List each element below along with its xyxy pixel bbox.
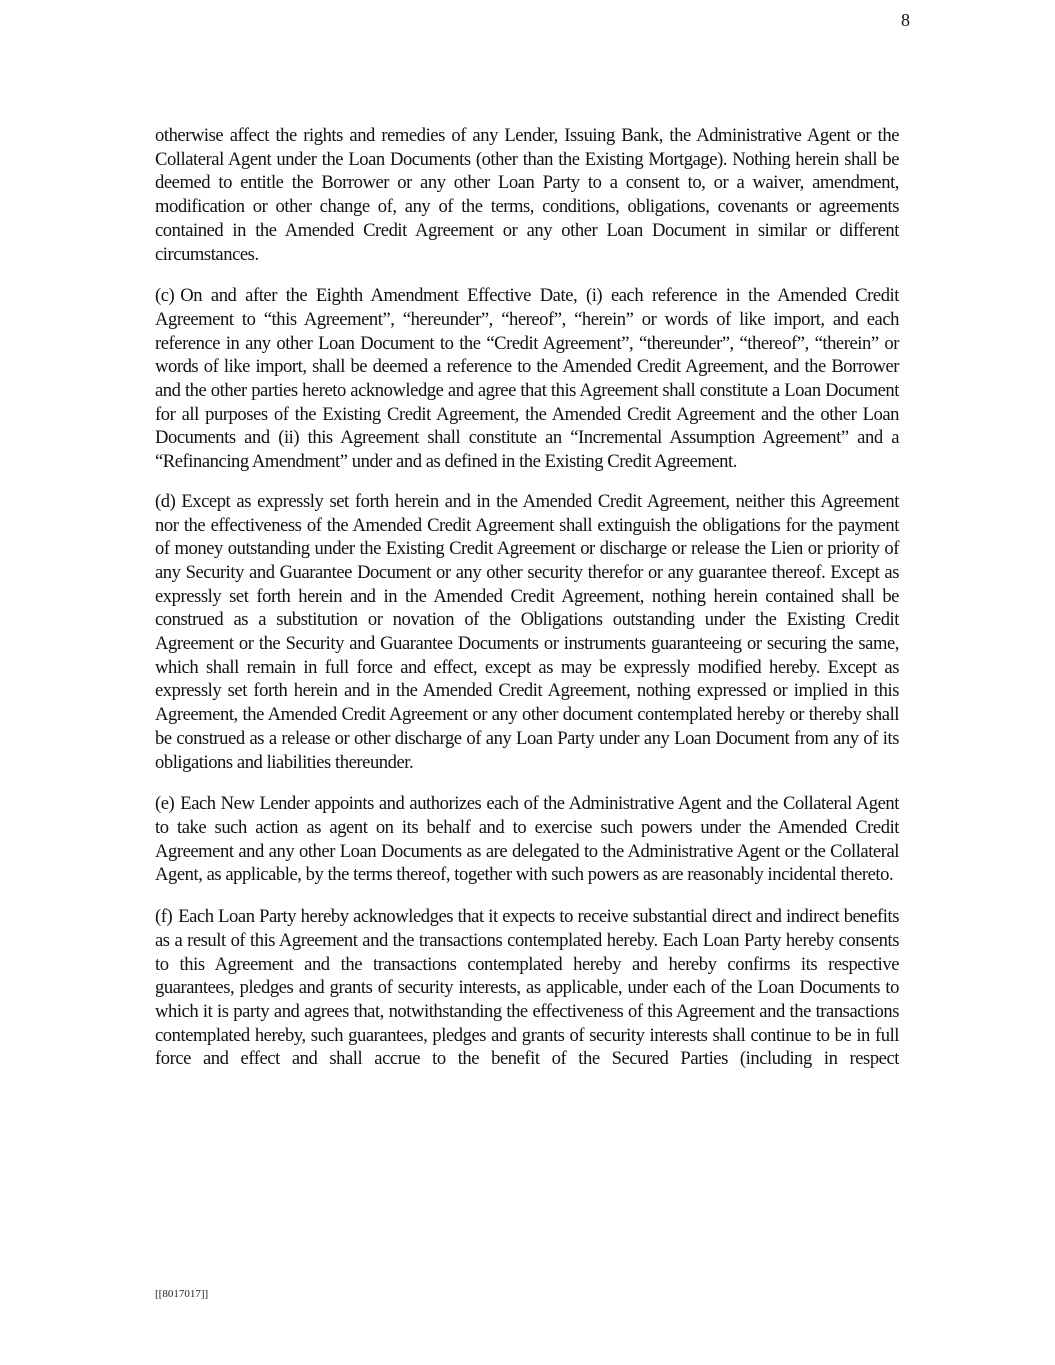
page-number: 8 (901, 10, 910, 30)
paragraph-c (155, 284, 899, 474)
paragraph-e (155, 792, 899, 887)
paragraph-label: (c) (155, 285, 175, 307)
paragraph-text: On and after the Eighth Amendment Effective Date, (i) each reference in the Amended Credit Agreement to “this Agreement”, “hereunder”, “hereof”, “herein” or words of like import, and each reference in any other Loan Document to the “Credit Agreement”, “thereunder”, “thereof”, “therein” or words of like import, shall be deemed a reference to the Amended Credit Agreement, and the Borrower and the other parties hereto acknowledge and agree that this Agreement shall constitute a Loan Document for all purposes of the Existing Credit Agreement, the Amended Credit Agreement and the other Loan Documents and (ii) this Agreement shall constitute an “Incremental Assumption Agreement” and a “Refinancing Amendment” under and as defined in the Existing Credit Agreement. (155, 285, 899, 473)
document-footer-id: [[8017017]] (155, 1288, 209, 1300)
paragraph-f (155, 905, 899, 1071)
paragraph-label: (f) (155, 906, 173, 928)
paragraph-text: Except as expressly set forth herein and in the Amended Credit Agreement, neither this Agreement nor the effectiveness of the Amended Credit Agreement shall extinguish the obligations for the payment of money outstanding under the Existing Credit Agreement or discharge or release the Lien or priority of any Security and Guarantee Document or any other security therefor or any guarantee thereof. Except as expressly set forth herein and in the Amended Credit Agreement, nothing herein contained shall be construed as a substitution or novation of the Obligations outstanding under the Existing Credit Agreement or the Security and Guarantee Documents or instruments guaranteeing or securing the same, which shall remain in full force and effect, except as may be expressly modified hereby. Except as expressly set forth herein and in the Amended Credit Agreement, nothing expressed or implied in this Agreement, the Amended Credit Agreement or any other document contemplated hereby or thereby shall be construed as a release or other discharge of any Loan Party under any Loan Document from any of its obligations and liabilities thereunder. (155, 490, 899, 773)
paragraph-text: Each Loan Party hereby acknowledges that it expects to receive substantial direct and indirect benefits as a result of this Agreement and the transactions contemplated hereby. Each Loan Party hereby consents to this Agreement and the transactions contemplated hereby and hereby confirms its respective guarantees, pledges and grants of security interests, as applicable, under each of the Loan Documents to which it is party and agrees that, notwithstanding the effectiveness of this Agreement and the transactions contemplated hereby, such guarantees, pledges and grants of security interests shall continue to be in full force and effect and shall accrue to the benefit of the Secured Parties (including in respect (155, 906, 899, 1070)
paragraph-text: otherwise affect the rights and remedies of any Lender, Issuing Bank, the Administrative Agent or the Collateral Agent under the Loan Documents (other than the Existing Mortgage). Nothing herein shall be deemed to entitle the Borrower or any other Loan Party to a consent to, or a waiver, amendment, modification or other change of, any of the terms, conditions, obligations, covenants or agreements contained in the Amended Credit Agreement or any other Loan Document in similar or different circumstances. (155, 125, 899, 265)
paragraph-d (155, 490, 899, 774)
document-body (155, 124, 899, 1089)
paragraph-label: (d) (155, 490, 176, 512)
paragraph-text: Each New Lender appoints and authorizes each of the Administrative Agent and the Collateral Agent to take such action as agent on its behalf and to exercise such powers under the Amended Credit Agreement and any other Loan Documents as are delegated to the Administrative Agent or the Collateral Agent, as applicable, by the terms thereof, together with such powers as are reasonably incidental thereto. (155, 793, 899, 886)
paragraph-continuation (155, 124, 899, 266)
paragraph-label: (e) (155, 793, 175, 815)
